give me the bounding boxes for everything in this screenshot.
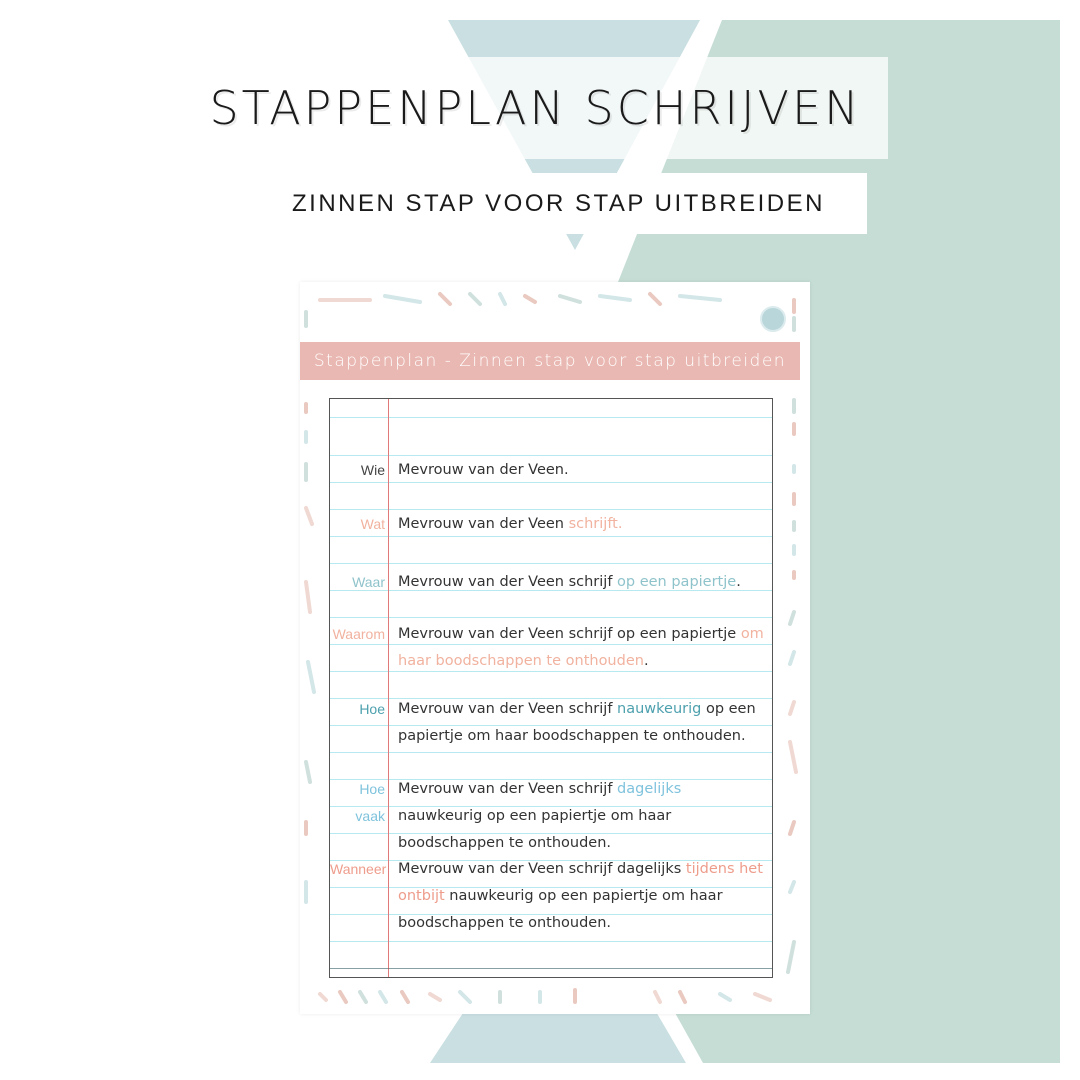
paper-bottom-line [330, 968, 772, 969]
step-sentence [398, 776, 768, 857]
sentence-text: op een papiertje om haar boodschappen te onthouden. [398, 701, 756, 744]
step-sentence [398, 511, 768, 538]
sentence-highlight: dagelijks [617, 781, 682, 797]
sentence-highlight: om haar boodschappen te onthouden [398, 626, 764, 669]
step-label: Hoe [359, 701, 385, 717]
sentence-highlight: tijdens het ontbijt [398, 861, 763, 904]
margin-line [388, 399, 389, 977]
step-sentence [398, 696, 768, 750]
step-label: Hoe vaak [355, 781, 385, 824]
step-sentence [398, 569, 768, 596]
sentence-text: Mevrouw van der Veen schrijf [398, 781, 618, 797]
background-blue-bottom [430, 1010, 686, 1063]
worksheet-banner: Stappenplan - Zinnen stap voor stap uitbreiden [300, 342, 800, 380]
sentence-text: nauwkeurig op een papiertje om haar boodschappen te onthouden. [398, 888, 723, 931]
sentence-text: Mevrouw van der Veen schrijf [398, 701, 618, 717]
globe-logo-icon [760, 306, 786, 332]
step-sentence [398, 621, 768, 675]
step-label: Wie [360, 462, 385, 478]
sentence-highlight: op een papiertje [617, 574, 737, 590]
sentence-text: Mevrouw van der Veen. [398, 462, 569, 478]
step-label: Waarom [332, 626, 385, 642]
page-title: STAPPENPLAN SCHRIJVEN [209, 81, 862, 135]
sentence-text: Mevrouw van der Veen schrijf [398, 574, 618, 590]
sentence-highlight: schrijft. [568, 516, 623, 532]
sentence-text: . [736, 574, 741, 590]
sentence-text: Mevrouw van der Veen schrijf dagelijks [398, 861, 686, 877]
sentence-text: Mevrouw van der Veen schrijf op een papiertje [398, 626, 741, 642]
sentence-text: nauwkeurig op een papiertje om haar boodschappen te onthouden. [398, 808, 672, 851]
step-sentence [398, 457, 768, 484]
step-label: Waar [352, 574, 385, 590]
step-sentence [398, 856, 768, 937]
step-label: Wat [360, 516, 385, 532]
sentence-highlight: nauwkeurig [617, 701, 702, 717]
worksheet-preview [300, 282, 810, 1014]
sentence-text: . [643, 653, 649, 669]
sentence-text: Mevrouw van der Veen [398, 516, 569, 532]
step-label: Wanneer [330, 861, 387, 877]
lined-paper [329, 398, 773, 978]
page-subtitle: ZINNEN STAP VOOR STAP UITBREIDEN [292, 189, 825, 217]
